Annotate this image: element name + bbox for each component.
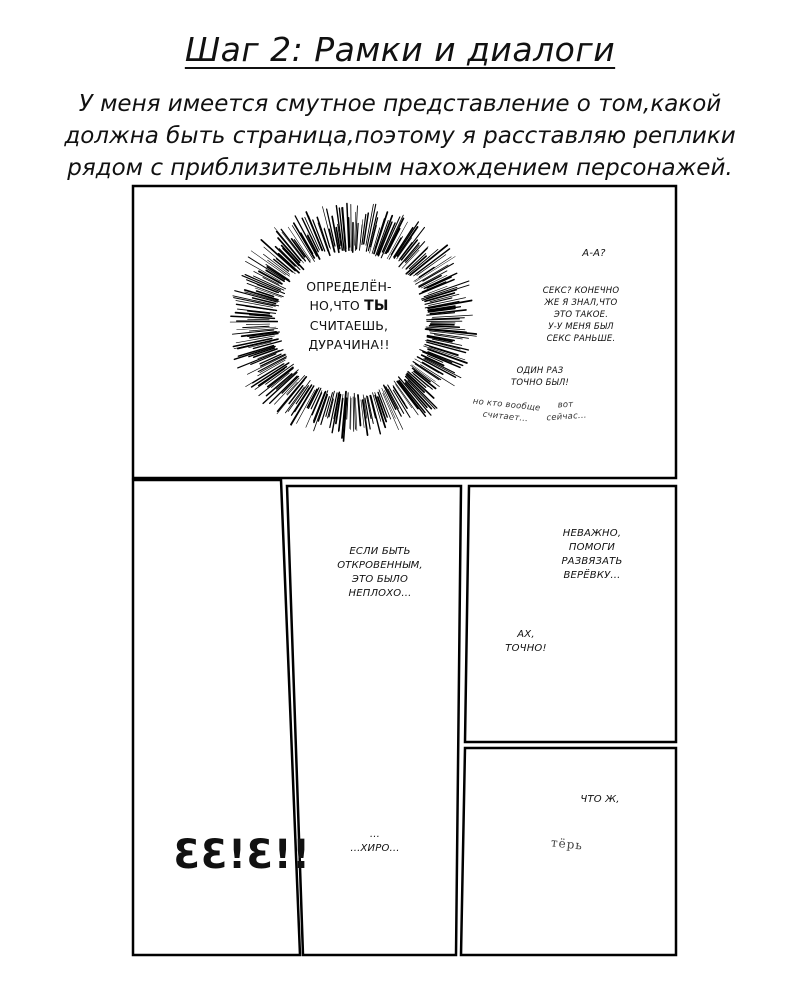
speed-line [349,218,350,247]
speech-line: СЕКС? КОНЕЧНО [542,286,620,296]
speech-line: ЭТО БЫЛО [351,574,409,585]
speed-line [243,326,269,327]
speech-line: А-А? [582,248,606,259]
speed-line [358,395,360,425]
speed-line [246,324,269,325]
speech-hiro [340,828,410,856]
speed-line [350,397,351,429]
sound-effect-text: ƐƐ!Ɛ!! [173,832,311,878]
whisper-line: вот [557,399,574,411]
speech-line: ЕСЛИ БЫТЬ [349,546,411,557]
burst-emphasis: ТЫ [364,298,389,314]
page-title-text: Шаг 2: Рамки и диалоги [184,30,616,69]
intro-line: У меня имеется смутное представление о том,какой [78,91,722,117]
speech-aa [570,247,618,261]
panel-4-frame [465,486,676,742]
speech-line: ...ХИРО... [350,843,400,854]
whisper-line: но кто вообще [472,396,541,414]
speech-line: ТОЧНО! [505,643,547,654]
speech-once [500,365,580,389]
speed-line [347,393,348,419]
speech-line: ВЕРЁВКУ... [563,570,621,581]
intro-line: должна быть страница,поэтому я расставляю реплики [64,123,736,149]
burst-line: ОПРЕДЕЛЁН- [306,279,392,294]
speech-line: ПОМОГИ [568,542,616,553]
whisper-line: сейчас... [546,410,587,424]
burst-speech-text [300,277,398,354]
whisper-text: тёрь [550,835,584,853]
burst-line: СЧИТАЕШЬ, [309,318,389,333]
speech-line: СЕКС РАНЬШЕ. [546,334,616,344]
speed-line [360,220,363,251]
speech-line: ... [369,829,381,840]
speech-line: НЕВАЖНО, [562,528,622,539]
intro-line: рядом с приблизительным нахождением персонажей. [67,155,733,181]
speech-line: У-У МЕНЯ БЫЛ [548,322,614,332]
speed-line [430,326,460,327]
speech-line: ОДИН РАЗ [516,366,564,376]
whisper-line: считает... [482,409,529,425]
speed-line [414,257,451,282]
panel-2-frame [133,480,300,955]
burst-line: ДУРАЧИНА!! [308,337,390,352]
speed-line [375,396,385,428]
whisper-right-now [545,398,587,425]
speech-line: ОТКРОВЕННЫМ, [337,560,423,571]
speech-line: ТОЧНО БЫЛ! [510,378,570,388]
speech-line: ЭТО ТАКОЕ. [553,310,609,320]
panel-5-frame [461,748,676,955]
speed-line [432,315,472,317]
speech-line: НЕПЛОХО... [348,588,412,599]
burst-line-text: НО,ЧТО [309,298,360,313]
speed-line [424,359,461,378]
speech-untie [550,527,634,583]
speech-line: РАЗВЯЗАТЬ [561,556,623,567]
speed-line [431,324,454,325]
speech-well [570,793,630,807]
speed-line [353,397,354,432]
speech-sex [538,285,624,345]
speech-line: ЧТО Ж, [580,794,620,805]
burst-line-2 [300,296,398,316]
speed-line [248,319,270,320]
speech-frank [330,545,430,601]
speech-line: ЖЕ Я ЗНАЛ,ЧТО [544,298,618,308]
speech-ah [500,628,552,656]
speech-line: АХ, [517,629,535,640]
